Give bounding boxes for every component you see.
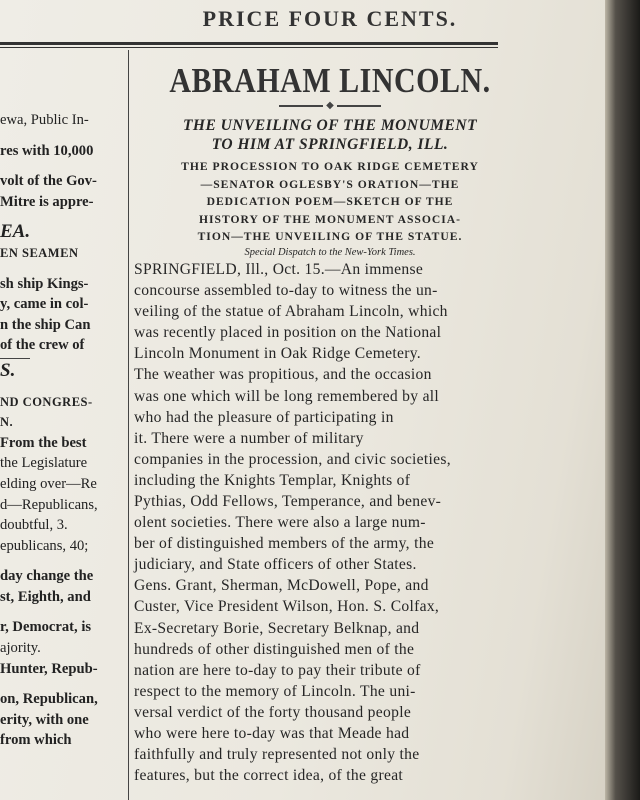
left-column-line: elding over—Re — [0, 475, 97, 492]
article-subhead — [134, 116, 526, 154]
left-column-line: day change the — [0, 568, 94, 585]
top-rule-thin — [0, 47, 498, 48]
left-column-line: epublicans, 40; — [0, 537, 89, 554]
body-line: was one which will be long remembered by all — [134, 387, 440, 405]
left-column-line: res with 10,000 — [0, 142, 94, 159]
left-column-line: sh ship Kings- — [0, 275, 89, 292]
subhead-line: THE UNVEILING OF THE MONUMENT — [182, 117, 478, 134]
body-line: features, but the correct idea, of the great — [134, 767, 404, 785]
left-column-line: Hunter, Repub- — [0, 660, 98, 677]
dispatch-credit: Special Dispatch to the New-York Times. — [244, 246, 416, 258]
left-column-line: ND CONGRES- — [0, 394, 93, 409]
left-column-rule — [0, 358, 30, 359]
body-line: Custer, Vice President Wilson, Hon. S. Colfax, — [134, 598, 440, 616]
column-divider — [128, 50, 129, 800]
body-line: who had the pleasure of participating in — [134, 408, 394, 426]
left-column-line: erity, with one — [0, 711, 89, 728]
body-line: it. There were a number of military — [134, 429, 364, 447]
deck-line: TION—THE UNVEILING OF THE STATUE. — [197, 230, 463, 244]
deck-line: —SENATOR OGLESBY'S ORATION—THE — [200, 177, 460, 191]
left-column-line — [0, 131, 126, 141]
body-line: versal verdict of the forty thousand people — [134, 703, 412, 721]
masthead-price: PRICE FOUR CENTS. — [202, 6, 458, 31]
left-column-line: d—Republicans, — [0, 496, 98, 513]
body-line: who were here to-day was that Meade had — [134, 725, 410, 743]
body-line: including the Knights Templar, Knights of — [134, 471, 411, 489]
left-column-line — [0, 264, 126, 274]
body-line: olent societies. There were also a large num- — [134, 514, 426, 532]
body-line: was recently placed in position on the National — [134, 324, 442, 342]
left-column-line: EN SEAMEN — [0, 245, 79, 260]
body-line: companies in the procession, and civic societies, — [134, 450, 451, 468]
body-line: judiciary, and State officers of other States. — [134, 556, 417, 574]
article-headline: ABRAHAM LINCOLN. — [169, 62, 491, 100]
left-column-line: on, Republican, — [0, 691, 98, 708]
left-column-line: from which — [0, 732, 72, 749]
left-column-line: st, Eighth, and — [0, 588, 91, 605]
article-deck — [134, 158, 526, 246]
body-line: nation are here to-day to pay their tribute of — [134, 661, 421, 679]
left-column-line: of the crew of — [0, 337, 85, 354]
body-line: Pythias, Odd Fellows, Temperance, and benev- — [134, 493, 442, 510]
body-line: veiling of the statue of Abraham Lincoln, which — [134, 303, 448, 321]
left-column-line: y, came in col- — [0, 296, 89, 313]
top-rule — [0, 42, 498, 45]
body-line: concourse assembled to-day to witness the un- — [134, 282, 438, 300]
left-column-line: ajority. — [0, 640, 41, 657]
left-column-line — [0, 382, 126, 392]
deck-line: DEDICATION POEM—SKETCH OF THE — [206, 195, 454, 209]
ornament-divider: ◆ — [270, 102, 390, 110]
left-column-line: volt of the Gov- — [0, 173, 97, 190]
left-column-line — [0, 679, 126, 689]
article-body — [134, 259, 526, 786]
left-column-line: ewa, Public In- — [0, 112, 89, 128]
left-column-line: n the ship Can — [0, 316, 91, 333]
left-column-line: S. — [0, 359, 16, 381]
deck-line: THE PROCESSION TO OAK RIDGE CEMETERY — [181, 160, 479, 173]
left-column-line: Mitre is appre- — [0, 193, 94, 210]
body-line: Lincoln Monument in Oak Ridge Cemetery. — [134, 345, 421, 363]
main-article — [134, 62, 526, 786]
body-line: faithfully and truly represented not only the — [134, 746, 420, 764]
left-column-line: the Legislature — [0, 455, 88, 472]
page-edge-shadow — [605, 0, 640, 800]
body-line: SPRINGFIELD, Ill., Oct. 15.—An immense — [134, 260, 424, 278]
left-column-line — [0, 607, 126, 617]
body-line: respect to the memory of Lincoln. The uni- — [134, 682, 416, 700]
left-column-line: From the best — [0, 434, 87, 451]
left-column-line: N. — [0, 415, 14, 430]
left-column-line — [0, 161, 126, 171]
body-line: The weather was propitious, and the occasion — [134, 366, 432, 384]
body-line: Gens. Grant, Sherman, McDowell, Pope, and — [134, 577, 429, 595]
body-line: Ex-Secretary Borie, Secretary Belknap, and — [134, 619, 420, 637]
left-column — [0, 110, 126, 751]
body-line: ber of distinguished members of the army, the — [134, 535, 435, 553]
body-line: hundreds of other distinguished men of the — [134, 640, 415, 658]
left-column-line — [0, 556, 126, 566]
deck-line: HISTORY OF THE MONUMENT ASSOCIA- — [198, 212, 461, 226]
subhead-line: TO HIM AT SPRINGFIELD, ILL. — [211, 136, 449, 153]
left-column-line: r, Democrat, is — [0, 619, 92, 636]
left-column-line: EA. — [0, 221, 31, 243]
left-column-line: doubtful, 3. — [0, 517, 68, 534]
